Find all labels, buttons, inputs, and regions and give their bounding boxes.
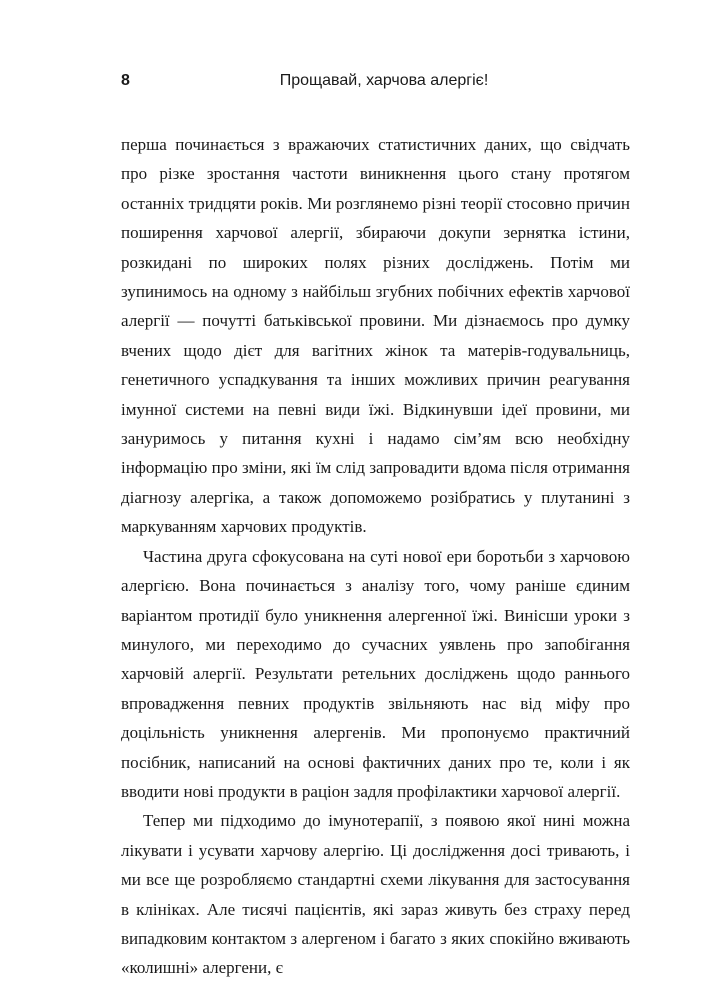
running-title: Прощавай, харчова алергіє!	[279, 72, 489, 89]
paragraph-part-two: Частина друга сфокусована на суті нової ери боротьби з харчовою алергією. Вона починається з аналізу того, чому раніше єдиним варіантом протидії було уникнення алергенної їжі. Винісши уроки з минулого, ми переходимо до сучасних уявлень про запобігання харчовій алергії. Результати ретельних досліджень щодо раннього впровадження певних продуктів звільняють нас від міфу про доцільність уникнення алергенів. Ми пропонуємо практичний посібник, написаний на основі фактичних даних про те, коли і як вводити нові продукти в раціон задля профілактики харчової алергії.	[121, 546, 630, 801]
paragraph-immunotherapy: Тепер ми підходимо до імунотерапії, з появою якої нині можна лікувати і усувати харчову алергію. Ці дослідження досі тривають, і ми все ще розробляємо стандартні схеми лікування для застосування в клініках. Але тисячі пацієнтів, які зараз живуть без страху перед випадковим контактом з алергеном і багато з яких спокійно вживають «колишні» алергени, є	[121, 811, 630, 978]
body-text	[121, 130, 630, 983]
paragraph-continuation: перша починається з вражаючих статистичних даних, що свідчать про різке зростання частоти виникнення цього стану протягом останніх тридцяти років. Ми розглянемо різні теорії стосовно причин поширення харчової алергії, збираючи докупи зернятка істини, розкидані по широких полях різних досліджень. Потім ми зупинимось на одному з найбільш згубних побічних ефектів харчової алергії — почутті батьківської провини. Ми дізнаємось про думку вчених щодо дієт для вагітних жінок та матерів-годувальниць, генетичного успадкування та інших можливих причин реагування імунної системи на певні види їжі. Відкинувши ідеї провини, ми зануримось у питання кухні і надамо сім’ям всю необхідну інформацію про зміни, які їм слід запровадити вдома після отримання діагнозу алергіка, а також допоможемо розібратись у плутанині з маркуванням харчових продуктів.	[121, 135, 630, 537]
page-header	[121, 72, 629, 96]
page-number: 8	[121, 72, 130, 89]
